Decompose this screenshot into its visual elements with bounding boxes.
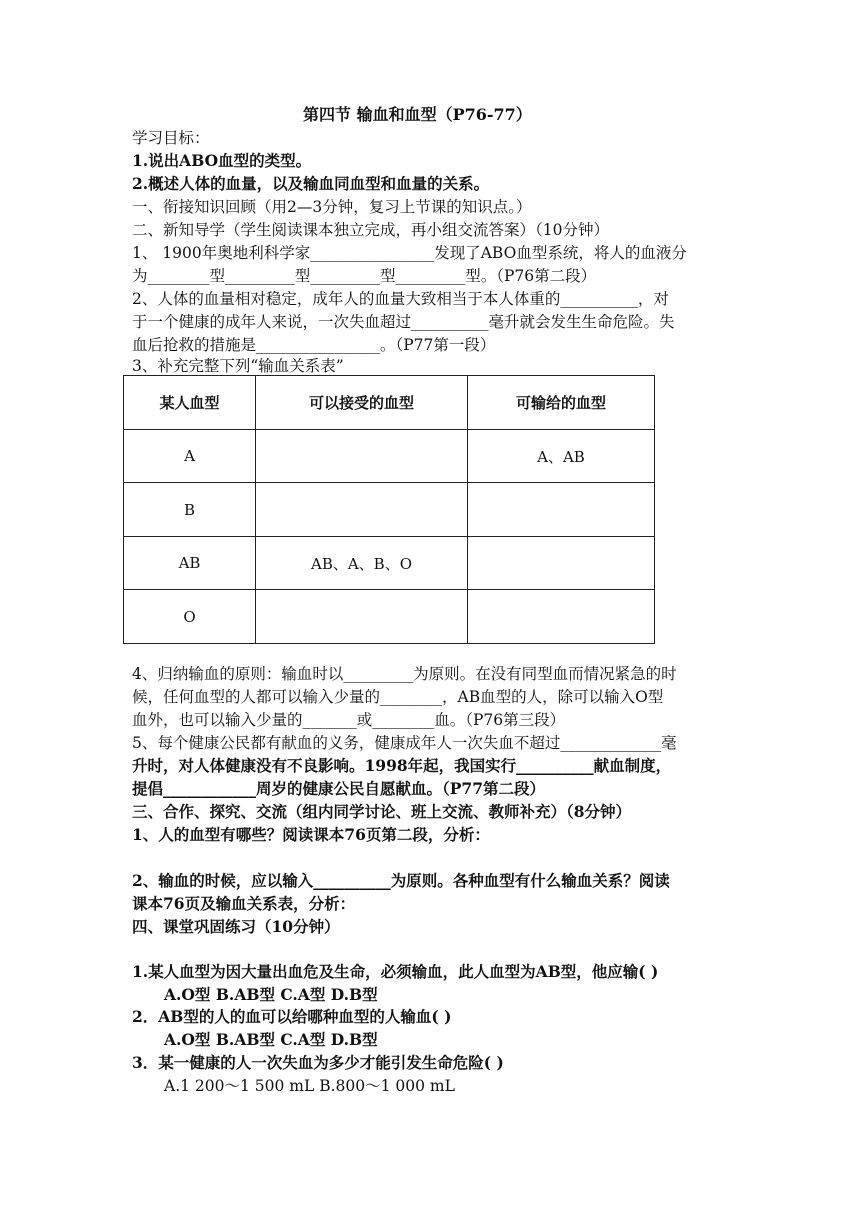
table-cell[interactable]: [468, 590, 655, 644]
table-cell: B: [124, 483, 256, 537]
table-cell: AB: [124, 537, 256, 590]
table-cell[interactable]: [256, 590, 468, 644]
section-new-knowledge: 二、新知导学（学生阅读课本独立完成，再小组交流答案）（10分钟）: [132, 221, 609, 239]
table-cell: A: [124, 430, 256, 483]
question-1-line-1: 1、 1900年奥地利科学家________________发现了ABO血型系统，将人的血液分: [132, 244, 687, 262]
section-cooperation: 三、合作、探究、交流（组内同学讨论、班上交流、教师补充）（8分钟）: [132, 802, 632, 821]
question-5-line-3: 提倡____________周岁的健康公民自愿献血。（P77第二段）: [132, 779, 545, 798]
table-cell[interactable]: [256, 430, 468, 483]
table-header-cell: 可以接受的血型: [256, 376, 468, 430]
discussion-2-line-2: 课本76页及输血关系表，分析：: [132, 894, 356, 913]
table-row: [124, 537, 655, 590]
table-header-cell: 某人血型: [124, 376, 256, 430]
exercise-2-options: A.O型 B.AB型 C.A型 D.B型: [164, 1030, 378, 1049]
exercise-3-options: A.1 200～1 500 mL B.800～1 000 mL: [164, 1077, 455, 1095]
exercise-3: 3．某一健康的人一次失血为多少才能引发生命危险( ): [132, 1053, 504, 1072]
objective-1: 1.说出ABO血型的类型。: [132, 151, 312, 170]
discussion-1: 1、人的血型有哪些？阅读课本76页第二段，分析：: [132, 825, 490, 844]
question-4-line-3: 血外，也可以输入少量的_______或________血。（P76第三段）: [132, 711, 566, 729]
exercise-1-options: A.O型 B.AB型 C.A型 D.B型: [164, 985, 378, 1004]
table-cell[interactable]: [256, 483, 468, 537]
table-cell: A、AB: [468, 430, 655, 483]
exercise-1: 1.某人血型为因大量出血危及生命，必须输血，此人血型为AB型，他应输( ): [132, 962, 659, 981]
table-row: [124, 483, 655, 537]
question-5-line-2: 升时，对人体健康没有不良影响。1998年起，我国实行__________献血制度，: [132, 756, 672, 775]
question-2-line-1: 2、人体的血量相对稳定，成年人的血量大致相当于本人体重的__________，对: [132, 290, 669, 308]
question-2-line-3: 血后抢救的措施是________________。（P77第一段）: [132, 336, 496, 354]
section-review: 一、衔接知识回顾（用2—3分钟，复习上节课的知识点。）: [132, 198, 532, 216]
table-cell: AB、A、B、O: [256, 537, 468, 590]
table-row: [124, 590, 655, 644]
question-3: 3、补充完整下列“输血关系表”: [132, 357, 344, 375]
question-5-line-1: 5、每个健康公民都有献血的义务，健康成年人一次失血不超过_____________毫: [132, 734, 677, 752]
table-row: [124, 430, 655, 483]
objectives-heading: 学习目标：: [132, 129, 210, 147]
question-4-line-2: 候，任何血型的人都可以输入少量的________，AB血型的人，除可以输入O型: [132, 688, 664, 706]
table-cell[interactable]: [468, 483, 655, 537]
discussion-2-line-1: 2、输血的时候，应以输入__________为原则。各种血型有什么输血关系？阅读: [132, 871, 670, 890]
question-2-line-2: 于一个健康的成年人来说，一次失血超过__________毫升就会发生生命危险。失: [132, 313, 675, 331]
table-header-cell: 可输给的血型: [468, 376, 655, 430]
transfusion-table: [123, 375, 655, 644]
exercise-2: 2．AB型的人的血可以给哪种血型的人输血( ): [132, 1007, 452, 1026]
section-practice: 四、课堂巩固练习（10分钟）: [132, 917, 340, 936]
table-cell[interactable]: [468, 537, 655, 590]
page-title: 第四节 输血和血型（P76-77）: [303, 105, 532, 124]
table-header-row: [124, 376, 655, 430]
question-4-line-1: 4、归纳输血的原则：输血时以_________为原则。在没有同型血而情况紧急的时: [132, 665, 677, 683]
objective-2: 2.概述人体的血量，以及输血同血型和血量的关系。: [132, 174, 490, 193]
question-1-line-2: 为________型_________型_________型_________型。（P76第二段）: [132, 267, 597, 285]
table-cell: O: [124, 590, 256, 644]
